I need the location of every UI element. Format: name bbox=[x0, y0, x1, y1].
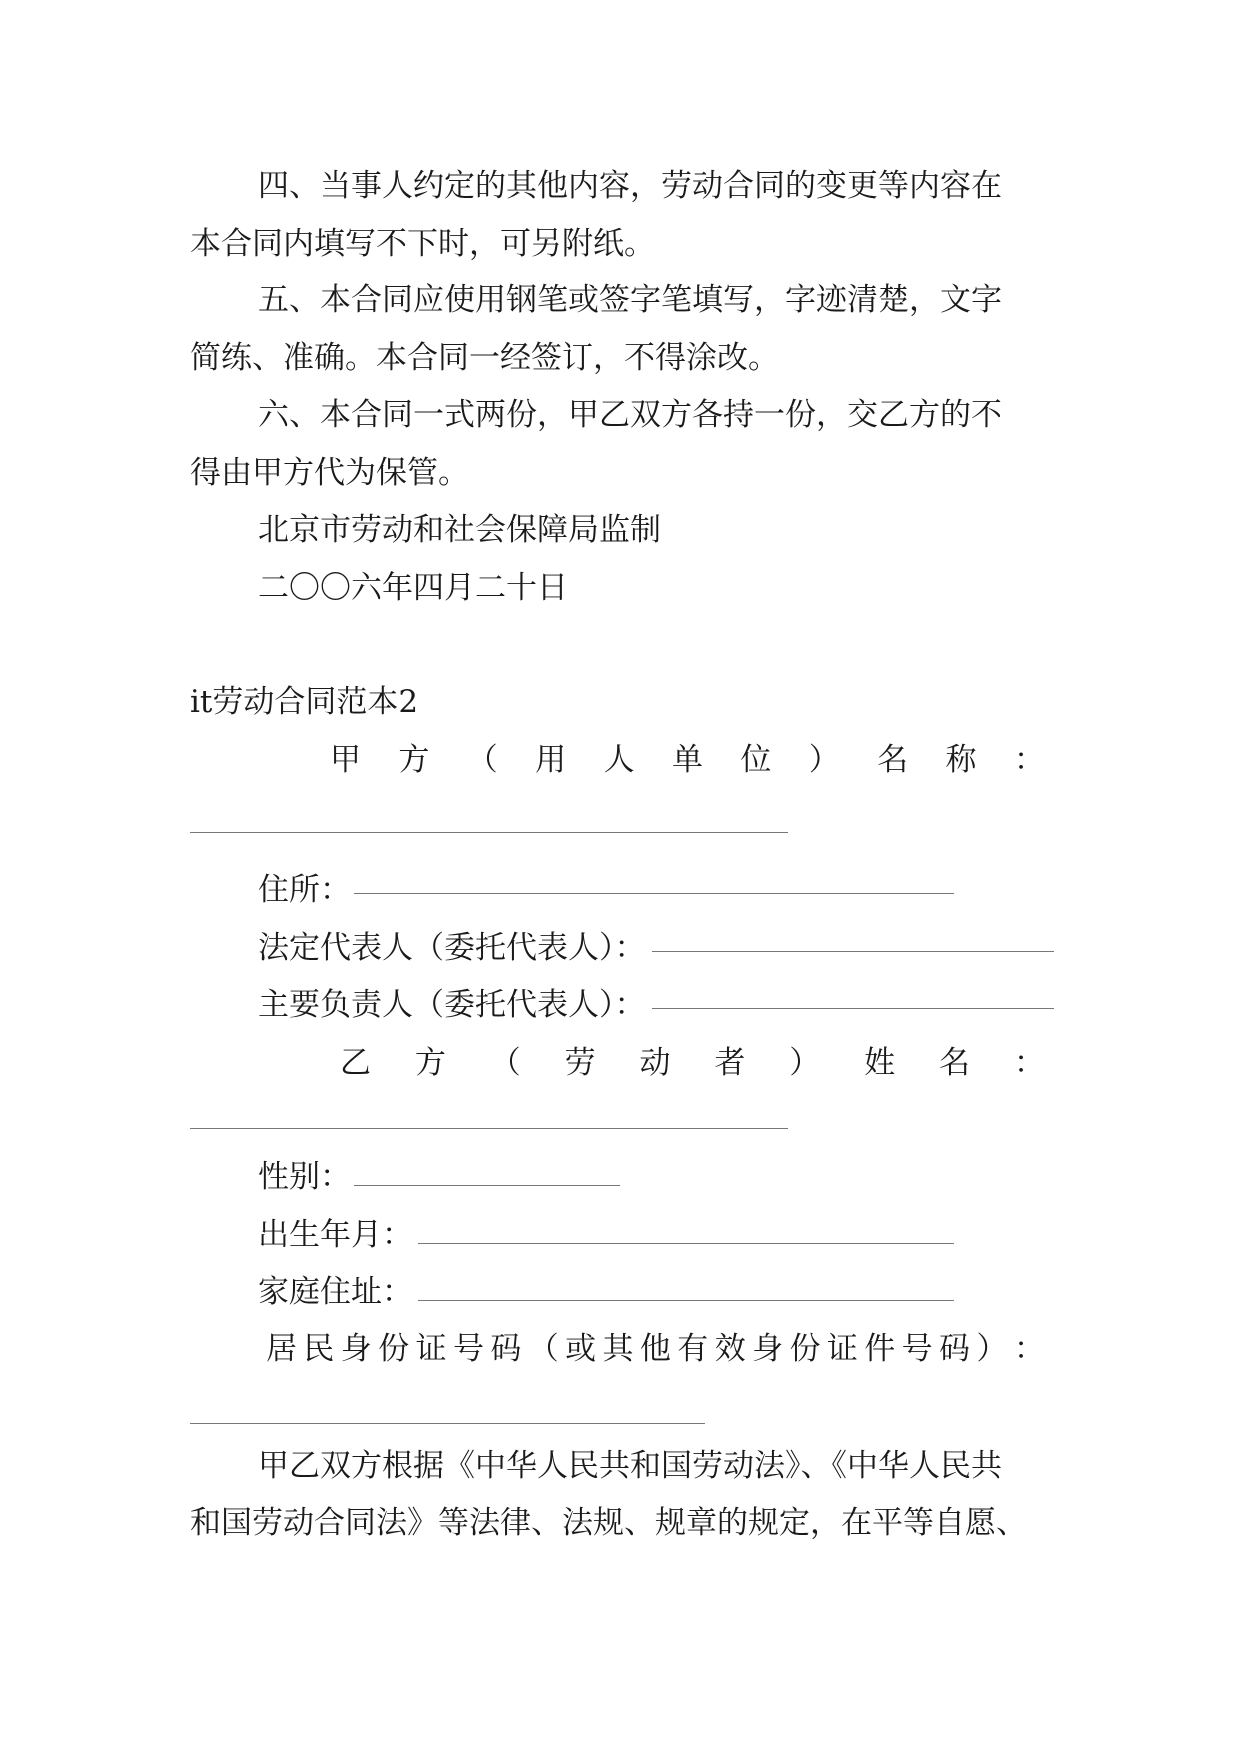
label-char: 者 bbox=[714, 1045, 746, 1081]
party-b-gender-blank[interactable] bbox=[354, 1185, 620, 1186]
label-char: 码 bbox=[939, 1331, 971, 1367]
label-char: 方 bbox=[398, 742, 430, 778]
label-char: 乙 bbox=[340, 1045, 371, 1081]
clause-5-line-2: 简练、准确。本合同一经签订，不得涂改。 bbox=[190, 340, 779, 376]
basis-line-1: 甲乙双方根据《中华人民共和国劳动法》、《中华人民共 bbox=[258, 1448, 1002, 1484]
party-b-home-address-label: 家庭住址： bbox=[258, 1274, 413, 1310]
label-char: 其 bbox=[602, 1331, 634, 1367]
label-char: （ bbox=[527, 1331, 559, 1367]
label-char: 位 bbox=[740, 742, 772, 778]
label-char: 效 bbox=[714, 1331, 746, 1367]
label-char: 动 bbox=[639, 1045, 671, 1081]
label-char: ） bbox=[789, 1045, 821, 1081]
label-char: 劳 bbox=[564, 1045, 596, 1081]
party-b-name-blank[interactable] bbox=[190, 1128, 788, 1129]
party-b-birth-label: 出生年月： bbox=[258, 1217, 413, 1253]
party-b-birth-blank[interactable] bbox=[418, 1243, 954, 1244]
issuer-line: 北京市劳动和社会保障局监制 bbox=[258, 512, 661, 548]
party-b-name-label bbox=[340, 1041, 1045, 1085]
clause-6-line-2: 得由甲方代为保管。 bbox=[190, 455, 469, 491]
label-char: 姓 bbox=[864, 1045, 896, 1081]
label-char: （ bbox=[466, 742, 498, 778]
party-b-id-blank[interactable] bbox=[190, 1423, 705, 1424]
label-char: ： bbox=[1013, 1045, 1045, 1081]
label-char: （ bbox=[489, 1045, 521, 1081]
label-char: 证 bbox=[415, 1331, 447, 1367]
label-char: 份 bbox=[378, 1331, 410, 1367]
label-char: 号 bbox=[452, 1331, 484, 1367]
party-a-legal-rep-label: 法定代表人（委托代表人）： bbox=[258, 930, 646, 966]
label-char: 件 bbox=[864, 1331, 896, 1367]
label-char: 用 bbox=[535, 742, 567, 778]
party-a-principal-blank[interactable] bbox=[652, 1008, 1054, 1009]
label-char: 或 bbox=[565, 1331, 597, 1367]
clause-4-line-2: 本合同内填写不下时，可另附纸。 bbox=[190, 226, 655, 262]
label-char: 名 bbox=[939, 1045, 970, 1081]
party-a-address-blank[interactable] bbox=[354, 893, 954, 894]
party-a-principal-label: 主要负责人（委托代表人）： bbox=[258, 987, 646, 1023]
label-char: 码 bbox=[490, 1331, 522, 1367]
label-char: 称 bbox=[945, 742, 977, 778]
label-char: 号 bbox=[901, 1331, 933, 1367]
label-char: ： bbox=[1013, 742, 1045, 778]
party-a-legal-rep-blank[interactable] bbox=[652, 951, 1054, 952]
label-char: 方 bbox=[414, 1045, 446, 1081]
basis-line-2: 和国劳动合同法》等法律、法规、规章的规定，在平等自愿、 bbox=[190, 1505, 1027, 1541]
label-char: 人 bbox=[603, 742, 635, 778]
section-title: it劳动合同范本2 bbox=[190, 684, 419, 720]
party-a-name-label bbox=[330, 738, 1045, 782]
label-char: 民 bbox=[303, 1331, 335, 1367]
label-char: ） bbox=[976, 1331, 1008, 1367]
party-b-id-label bbox=[266, 1327, 1045, 1371]
label-char: ） bbox=[808, 742, 840, 778]
label-char: 他 bbox=[639, 1331, 671, 1367]
clause-5-line-1: 五、本合同应使用钢笔或签字笔填写，字迹清楚，文字 bbox=[258, 282, 1002, 318]
label-char: 身 bbox=[752, 1331, 784, 1367]
label-char: 甲 bbox=[330, 742, 361, 778]
label-char: 身 bbox=[340, 1331, 372, 1367]
party-b-home-address-blank[interactable] bbox=[418, 1300, 954, 1301]
label-char: 单 bbox=[671, 742, 703, 778]
clause-4-line-1: 四、当事人约定的其他内容，劳动合同的变更等内容在 bbox=[258, 168, 1002, 204]
label-char: ： bbox=[1013, 1331, 1045, 1367]
label-char: 名 bbox=[877, 742, 909, 778]
party-a-name-blank[interactable] bbox=[190, 832, 788, 833]
label-char: 有 bbox=[677, 1331, 709, 1367]
label-char: 证 bbox=[826, 1331, 858, 1367]
label-char: 份 bbox=[789, 1331, 821, 1367]
party-a-address-label: 住所： bbox=[258, 872, 351, 908]
party-b-gender-label: 性别： bbox=[258, 1159, 351, 1195]
date-line: 二〇〇六年四月二十日 bbox=[258, 570, 568, 606]
label-char: 居 bbox=[266, 1331, 297, 1367]
clause-6-line-1: 六、本合同一式两份，甲乙双方各持一份，交乙方的不 bbox=[258, 397, 1002, 433]
